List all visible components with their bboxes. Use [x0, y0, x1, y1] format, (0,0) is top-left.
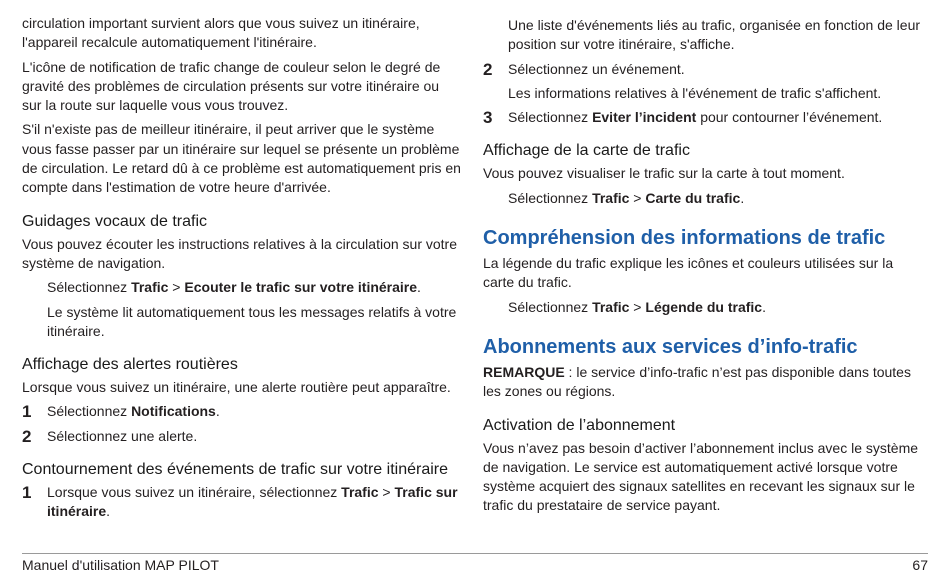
paragraph: Les informations relatives à l'événement de trafic s'affichent.: [508, 84, 882, 101]
paragraph: S'il n'existe pas de meilleur itinéraire, il peut arriver que le système vous fasse passer par un itinéraire sur lequel se présente un problème de circulation. Le retard dû à ce problème est automatiquement pris en compte dans l'estimation de votre heure d'arrivée.: [22, 121, 461, 196]
instruction: Sélectionnez Trafic > Légende du trafic.: [508, 298, 766, 315]
step-text: Sélectionnez un événement.: [508, 60, 685, 77]
instruction: Sélectionnez Trafic > Carte du trafic.: [508, 189, 745, 206]
section-heading-voice-guidance: Guidages vocaux de trafic: [22, 212, 207, 230]
paragraph: L'icône de notification de trafic change de couleur selon le degré de gravité des problèmes de circulation présents sur votre itinéraire ou sur la route sur laquelle vous vous trouvez.: [22, 58, 441, 114]
section-heading-avoid-traffic: Contournement des événements de trafic sur votre itinéraire: [22, 461, 448, 479]
step-text: Lorsque vous suivez un itinéraire, sélectionnez Trafic > Trafic sur itinéraire.: [47, 484, 458, 520]
left-column: [22, 14, 462, 527]
paragraph: Le système lit automatiquement tous les messages relatifs à votre itinéraire.: [47, 303, 457, 339]
paragraph: Lorsque vous suivez un itinéraire, une alerte routière peut apparaître.: [22, 379, 451, 396]
page-number: 67: [912, 557, 928, 573]
paragraph: Une liste d'événements liés au trafic, organisée en fonction de leur position sur votre itinéraire, s'affiche.: [508, 17, 921, 53]
paragraph: circulation important survient alors que vous suivez un itinéraire, l'appareil recalcule automatiquement l'itinéraire.: [22, 15, 420, 51]
section-heading-activation: Activation de l’abonnement: [483, 416, 676, 434]
step-text: Sélectionnez une alerte.: [47, 427, 198, 444]
paragraph: Vous pouvez écouter les instructions relatives à la circulation sur votre système de navigation.: [22, 235, 457, 271]
paragraph: La légende du trafic explique les icônes et couleurs utilisées sur la carte du trafic.: [483, 255, 894, 291]
step-2: [483, 60, 928, 79]
step-number: 2: [483, 59, 493, 79]
section-heading-traffic-map: Affichage de la carte de trafic: [483, 142, 690, 160]
chapter-heading-subscriptions: Abonnements aux services d’info-trafic: [483, 335, 858, 358]
step-1: [22, 483, 462, 522]
right-column: [483, 16, 928, 521]
step-1: [22, 402, 462, 421]
step-number: 1: [22, 402, 32, 422]
step-3: [483, 108, 928, 127]
step-2: [22, 427, 462, 446]
chapter-heading-traffic-info: Compréhension des informations de trafic: [483, 227, 886, 250]
note: REMARQUE : le service d’info-trafic n’est pas disponible dans toutes les zones ou régions.: [483, 363, 911, 400]
step-number: 1: [22, 483, 32, 503]
paragraph: Vous pouvez visualiser le trafic sur la carte à tout moment.: [483, 165, 845, 182]
step-number: 3: [483, 108, 493, 128]
step-text: Sélectionnez Eviter l’incident pour contourner l’événement.: [508, 109, 883, 126]
page-footer: [22, 553, 928, 574]
instruction: Sélectionnez Trafic > Ecouter le trafic sur votre itinéraire.: [47, 279, 421, 296]
step-number: 2: [22, 426, 32, 446]
paragraph: Vous n’avez pas besoin d’activer l’abonnement inclus avec le système de navigation. Le service est automatiquement activé lorsque votre système acquiert des signaux satellites en recevant les signaux sur le trafic du prestataire de service payant.: [483, 439, 919, 514]
step-text: Sélectionnez Notifications.: [47, 403, 220, 420]
manual-title: Manuel d'utilisation MAP PILOT: [22, 557, 219, 573]
section-heading-road-alerts: Affichage des alertes routières: [22, 356, 238, 374]
